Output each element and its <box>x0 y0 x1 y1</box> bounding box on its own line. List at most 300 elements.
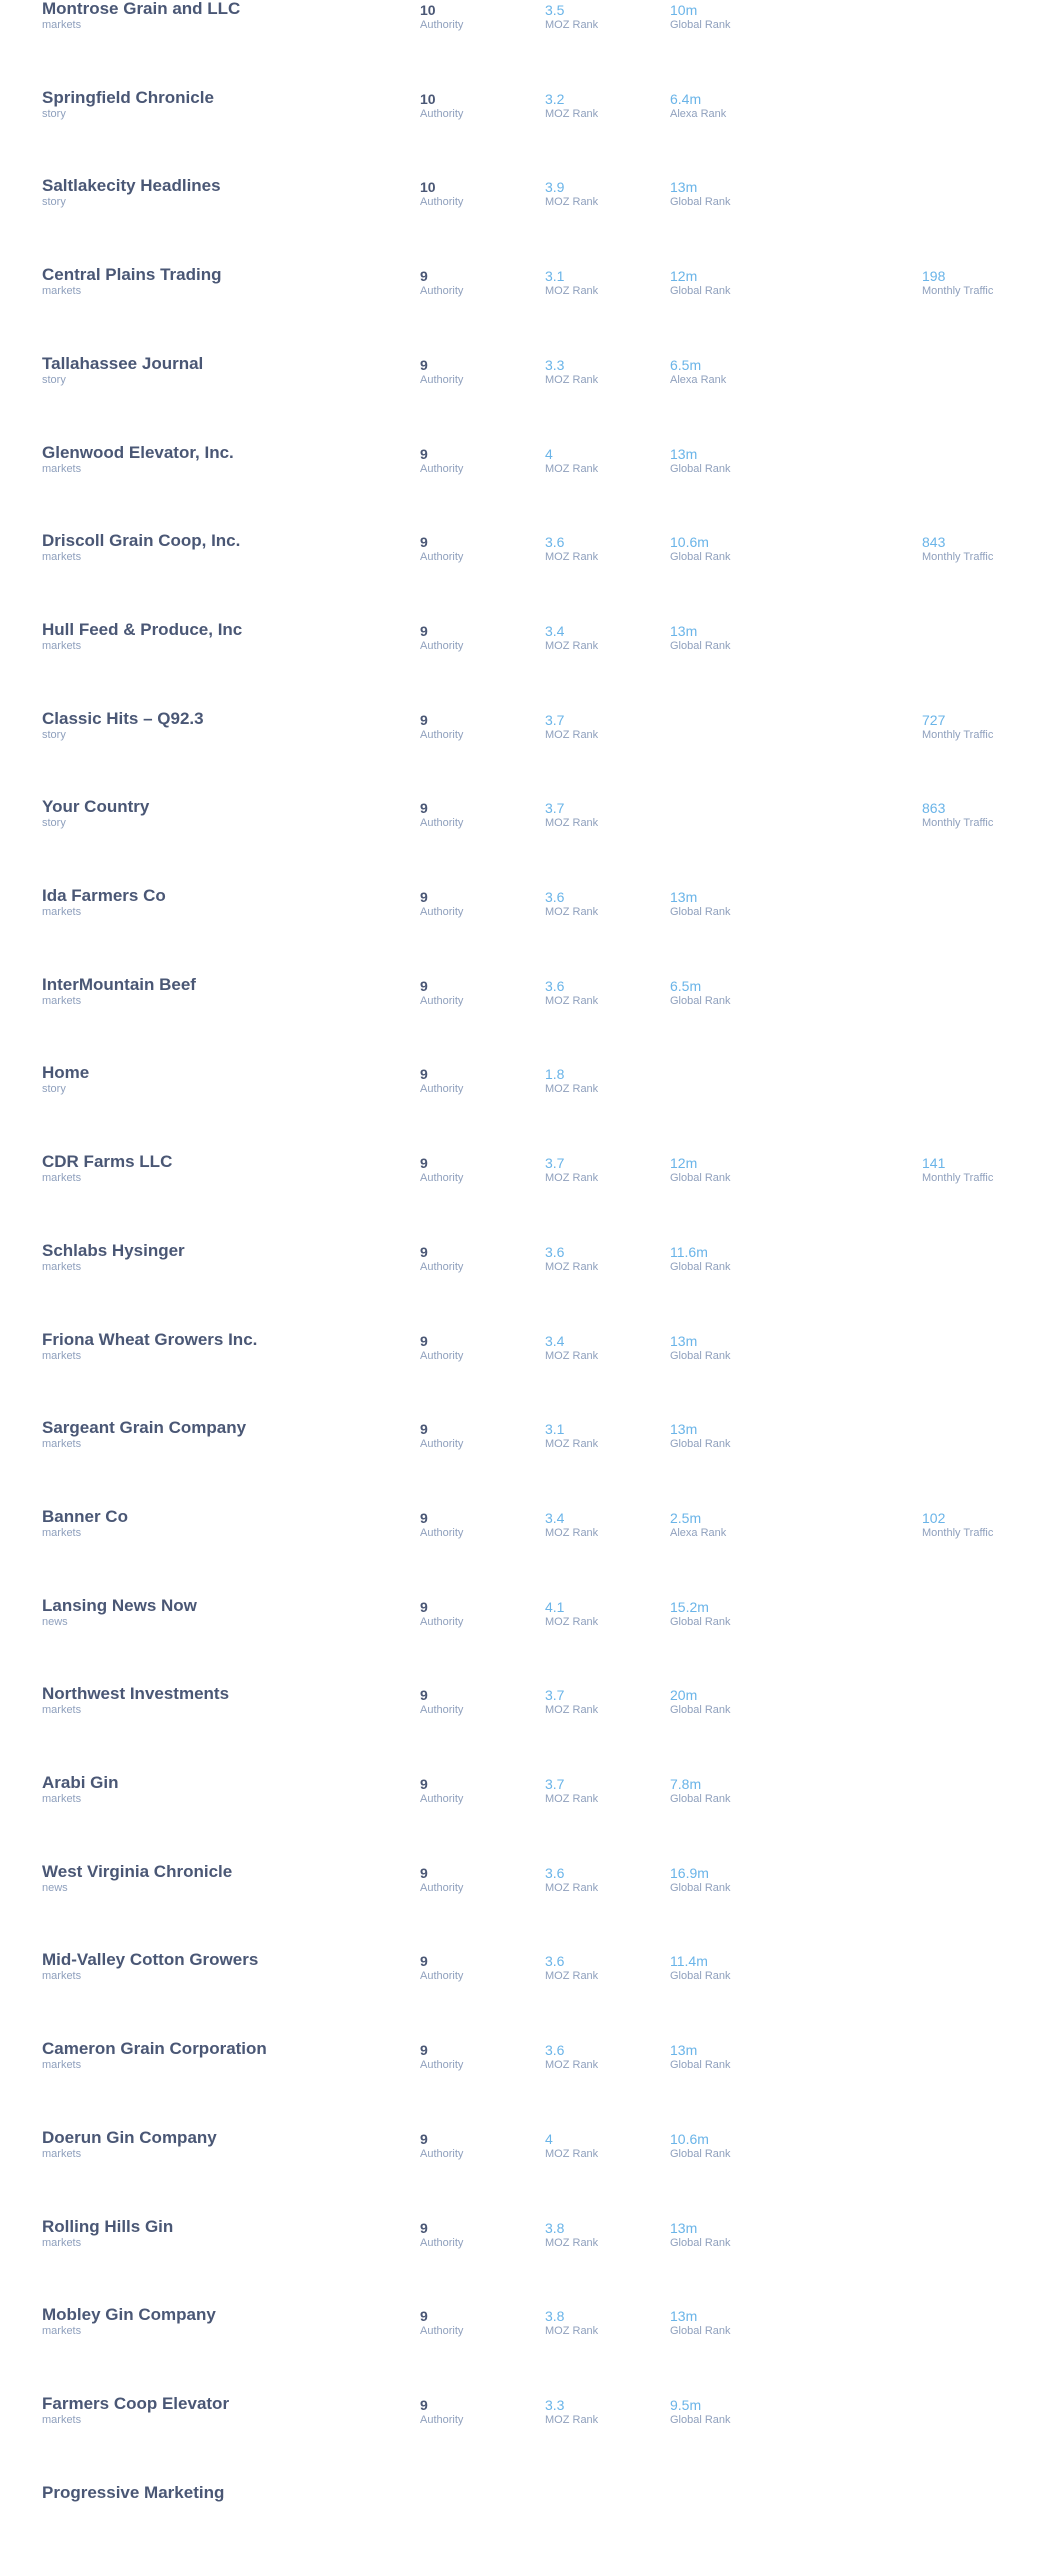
authority-metric-value: 9 <box>420 800 428 817</box>
moz-rank-metric <box>545 179 598 209</box>
moz-rank-metric-label: MOZ Rank <box>545 906 599 918</box>
authority-metric-label: Authority <box>420 2059 464 2072</box>
site-name-link[interactable]: InterMountain Beef <box>42 974 196 994</box>
site-info <box>42 1596 402 1629</box>
site-category: markets <box>42 1704 82 1717</box>
moz-rank-metric <box>545 2042 598 2072</box>
global-rank-metric-label: Global Rank <box>670 2059 731 2072</box>
authority-metric-value: 9 <box>420 622 428 639</box>
authority-metric <box>420 1953 463 1983</box>
site-name-link[interactable]: Lansing News Now <box>42 1595 197 1615</box>
site-name-link[interactable]: Rolling Hills Gin <box>42 2216 174 2236</box>
global-rank-metric-label: Alexa Rank <box>670 373 727 386</box>
moz-rank-metric <box>545 1421 598 1451</box>
site-info <box>42 176 402 209</box>
moz-rank-metric-label: MOZ Rank <box>545 1704 599 1717</box>
global-rank-metric <box>670 357 726 387</box>
site-name-link[interactable]: Friona Wheat Growers Inc. <box>42 1329 258 1349</box>
authority-metric-value: 9 <box>420 1953 428 1970</box>
list-item <box>0 975 1051 1064</box>
list-item <box>0 2128 1051 2217</box>
authority-metric-label: Authority <box>420 1881 464 1894</box>
global-rank-metric <box>670 2042 731 2072</box>
site-category: markets <box>42 2236 82 2249</box>
site-name-link[interactable]: Banner Co <box>42 1506 128 1526</box>
global-rank-metric-label: Global Rank <box>670 1438 731 1451</box>
site-category: markets <box>42 1172 82 1185</box>
list-item <box>0 620 1051 709</box>
global-rank-metric <box>670 1333 731 1363</box>
authority-metric <box>420 2042 463 2072</box>
authority-metric-value: 9 <box>420 1598 428 1615</box>
authority-metric <box>420 1333 463 1363</box>
authority-metric-value: 10 <box>420 2 436 18</box>
site-info <box>42 1330 402 1363</box>
moz-rank-metric <box>545 2397 598 2427</box>
global-rank-metric <box>670 2220 731 2250</box>
site-category: markets <box>42 19 82 31</box>
global-rank-metric-label: Global Rank <box>670 2147 731 2160</box>
moz-rank-metric <box>545 1687 598 1717</box>
moz-rank-metric-label: MOZ Rank <box>545 285 599 298</box>
authority-metric-value: 9 <box>420 268 428 285</box>
moz-rank-metric-label: MOZ Rank <box>545 1881 599 1894</box>
site-name-link[interactable]: Sargeant Grain Company <box>42 1418 247 1438</box>
global-rank-metric-label: Global Rank <box>670 462 731 475</box>
site-category: story <box>42 196 66 209</box>
moz-rank-metric <box>545 1865 598 1895</box>
list-item <box>0 797 1051 886</box>
global-rank-metric-label: Global Rank <box>670 2236 731 2249</box>
global-rank-metric-label: Global Rank <box>670 639 731 652</box>
moz-rank-metric-label: MOZ Rank <box>545 1615 599 1628</box>
global-rank-metric-label: Global Rank <box>670 19 731 31</box>
site-name-link[interactable]: Progressive Marketing <box>42 2482 225 2502</box>
authority-metric-value: 9 <box>420 2130 428 2147</box>
global-rank-metric-value: 16.9m <box>670 1864 709 1881</box>
authority-metric-label: Authority <box>420 994 464 1007</box>
global-rank-metric-label: Global Rank <box>670 906 731 918</box>
site-category: markets <box>42 462 82 475</box>
site-name-link[interactable]: Hull Feed & Produce, Inc <box>42 619 243 639</box>
moz-rank-metric <box>545 2220 598 2250</box>
list-item <box>0 1241 1051 1330</box>
global-rank-metric-value: 20m <box>670 1687 698 1704</box>
moz-rank-metric-value: 3.7 <box>545 1776 565 1792</box>
moz-rank-metric <box>545 1953 598 1983</box>
moz-rank-metric-value: 3.3 <box>545 2396 565 2413</box>
monthly-traffic-metric <box>922 268 993 298</box>
moz-rank-metric-label: MOZ Rank <box>545 1793 599 1805</box>
authority-metric <box>420 179 463 209</box>
moz-rank-metric-label: MOZ Rank <box>545 1349 599 1362</box>
moz-rank-metric <box>545 1333 598 1363</box>
site-info <box>42 354 402 387</box>
authority-metric-label: Authority <box>420 2147 464 2160</box>
global-rank-metric <box>670 2308 731 2338</box>
site-name-link[interactable]: Classic Hits – Q92.3 <box>42 708 204 728</box>
authority-metric <box>420 1421 463 1451</box>
list-item <box>0 1152 1051 1241</box>
global-rank-metric-label: Global Rank <box>670 285 731 298</box>
site-name-link[interactable]: Driscoll Grain Coop, Inc. <box>42 531 241 551</box>
authority-metric-value: 9 <box>420 977 428 994</box>
site-category: markets <box>42 1793 82 1805</box>
site-name-link[interactable]: Glenwood Elevator, Inc. <box>42 442 234 462</box>
authority-metric-label: Authority <box>420 1615 464 1628</box>
list-item <box>0 531 1051 620</box>
moz-rank-metric-label: MOZ Rank <box>545 1260 599 1273</box>
site-info <box>42 1152 402 1185</box>
moz-rank-metric-label: MOZ Rank <box>545 639 599 652</box>
authority-metric <box>420 1865 463 1895</box>
authority-metric-label: Authority <box>420 1438 464 1451</box>
moz-rank-metric-label: MOZ Rank <box>545 196 599 209</box>
global-rank-metric <box>670 1599 731 1629</box>
global-rank-metric <box>670 1244 731 1274</box>
moz-rank-metric-value: 3.7 <box>545 1687 565 1704</box>
global-rank-metric-value: 13m <box>670 1421 698 1438</box>
site-info <box>42 1773 402 1806</box>
site-name-link[interactable]: Montrose Grain and LLC <box>42 0 241 18</box>
authority-metric-label: Authority <box>420 906 464 918</box>
moz-rank-metric-label: MOZ Rank <box>545 2236 599 2249</box>
list-item <box>0 1418 1051 1507</box>
moz-rank-metric-value: 3.4 <box>545 1332 565 1349</box>
moz-rank-metric-label: MOZ Rank <box>545 1438 599 1451</box>
authority-metric <box>420 357 463 387</box>
site-name-link[interactable]: Northwest Investments <box>42 1684 230 1704</box>
list-item <box>0 1507 1051 1596</box>
site-name-link[interactable]: Schlabs Hysinger <box>42 1240 185 1260</box>
list-item <box>0 176 1051 265</box>
global-rank-metric-label: Global Rank <box>670 196 731 209</box>
authority-metric <box>420 623 463 653</box>
site-info <box>42 2394 402 2427</box>
moz-rank-metric <box>545 534 598 564</box>
authority-metric-label: Authority <box>420 373 464 386</box>
monthly-traffic-metric-value: 843 <box>922 534 946 551</box>
authority-metric-label: Authority <box>420 19 464 31</box>
list-item <box>0 1862 1051 1951</box>
global-rank-metric <box>670 179 731 209</box>
monthly-traffic-metric-value: 198 <box>922 268 946 285</box>
global-rank-metric-label: Global Rank <box>670 1704 731 1717</box>
site-category: markets <box>42 1526 82 1539</box>
moz-rank-metric-label: MOZ Rank <box>545 2413 599 2426</box>
global-rank-metric <box>670 2397 731 2427</box>
monthly-traffic-metric-label: Monthly Traffic <box>922 1526 994 1539</box>
global-rank-metric-label: Global Rank <box>670 1349 731 1362</box>
site-info <box>42 1507 402 1540</box>
authority-metric-value: 9 <box>420 2219 428 2236</box>
global-rank-metric-value: 13m <box>670 445 698 462</box>
authority-metric <box>420 1510 463 1540</box>
monthly-traffic-metric-label: Monthly Traffic <box>922 551 994 564</box>
moz-rank-metric-value: 3.7 <box>545 800 565 817</box>
site-name-link[interactable]: Home <box>42 1063 90 1083</box>
site-category: story <box>42 728 66 741</box>
site-info <box>42 620 402 653</box>
site-category: markets <box>42 1260 82 1273</box>
authority-metric-value: 9 <box>420 889 428 905</box>
authority-metric-value: 9 <box>420 445 428 462</box>
moz-rank-metric-value: 3.6 <box>545 977 565 994</box>
site-info <box>42 2128 402 2161</box>
authority-metric-value: 9 <box>420 1509 428 1526</box>
authority-metric-value: 9 <box>420 1421 428 1438</box>
moz-rank-metric-label: MOZ Rank <box>545 728 599 741</box>
list-item <box>0 2217 1051 2306</box>
list-item <box>0 443 1051 532</box>
authority-metric-label: Authority <box>420 1349 464 1362</box>
site-category: markets <box>42 2325 82 2338</box>
monthly-traffic-metric-label: Monthly Traffic <box>922 728 994 741</box>
global-rank-metric-label: Global Rank <box>670 1793 731 1805</box>
site-name-link[interactable]: Cameron Grain Corporation <box>42 2039 267 2059</box>
moz-rank-metric-value: 3.4 <box>545 622 565 639</box>
moz-rank-metric <box>545 1776 598 1806</box>
moz-rank-metric <box>545 1599 598 1629</box>
monthly-traffic-metric-value: 102 <box>922 1509 946 1526</box>
site-info <box>42 886 402 919</box>
global-rank-metric-value: 10m <box>670 2 698 18</box>
list-item <box>0 2483 1051 2572</box>
global-rank-metric <box>670 1953 731 1983</box>
list-item <box>0 1684 1051 1773</box>
site-info <box>42 2305 402 2338</box>
moz-rank-metric-value: 1.8 <box>545 1066 565 1083</box>
site-category: markets <box>42 639 82 652</box>
authority-metric-label: Authority <box>420 817 464 830</box>
site-name-link[interactable]: Central Plains Trading <box>42 265 222 285</box>
moz-rank-metric <box>545 1510 598 1540</box>
moz-rank-metric-label: MOZ Rank <box>545 107 599 120</box>
authority-metric-label: Authority <box>420 2236 464 2249</box>
authority-metric-value: 9 <box>420 2396 428 2413</box>
moz-rank-metric <box>545 2 598 32</box>
global-rank-metric-value: 11.4m <box>670 1953 708 1970</box>
moz-rank-metric-label: MOZ Rank <box>545 2059 599 2072</box>
moz-rank-metric <box>545 978 598 1008</box>
moz-rank-metric-label: MOZ Rank <box>545 2325 599 2338</box>
authority-metric-value: 9 <box>420 711 428 728</box>
authority-metric-label: Authority <box>420 1526 464 1539</box>
global-rank-metric-value: 10.6m <box>670 534 709 551</box>
moz-rank-metric-label: MOZ Rank <box>545 373 599 386</box>
site-info <box>42 88 402 121</box>
moz-rank-metric-value: 3.2 <box>545 90 565 107</box>
moz-rank-metric-value: 3.6 <box>545 889 565 905</box>
site-info <box>42 0 402 32</box>
authority-metric-value: 9 <box>420 1687 428 1704</box>
moz-rank-metric-value: 3.7 <box>545 711 565 728</box>
global-rank-metric-value: 9.5m <box>670 2396 702 2413</box>
list-item <box>0 2039 1051 2128</box>
authority-metric <box>420 1687 463 1717</box>
moz-rank-metric-value: 4 <box>545 445 553 462</box>
global-rank-metric <box>670 268 731 298</box>
global-rank-metric-value: 13m <box>670 1332 698 1349</box>
global-rank-metric-label: Global Rank <box>670 1881 731 1894</box>
global-rank-metric-label: Alexa Rank <box>670 107 727 120</box>
site-info <box>42 1241 402 1274</box>
global-rank-metric-value: 11.6m <box>670 1243 708 1260</box>
global-rank-metric <box>670 2131 731 2161</box>
site-name-link[interactable]: Mid-Valley Cotton Growers <box>42 1950 259 1970</box>
moz-rank-metric-value: 3.8 <box>545 2308 565 2325</box>
site-info <box>42 2483 402 2503</box>
site-info <box>42 2217 402 2250</box>
site-name-link[interactable]: Arabi Gin <box>42 1773 119 1792</box>
moz-rank-metric <box>545 446 598 476</box>
global-rank-metric-label: Global Rank <box>670 2413 731 2426</box>
moz-rank-metric-value: 3.6 <box>545 1953 565 1970</box>
moz-rank-metric <box>545 268 598 298</box>
authority-metric <box>420 534 463 564</box>
site-category: markets <box>42 2059 82 2072</box>
site-category: news <box>42 1615 68 1628</box>
list-item <box>0 1596 1051 1685</box>
authority-metric-value: 9 <box>420 2308 428 2325</box>
authority-metric-label: Authority <box>420 1970 464 1983</box>
global-rank-metric <box>670 91 726 121</box>
moz-rank-metric-label: MOZ Rank <box>545 2147 599 2160</box>
global-rank-metric <box>670 1865 731 1895</box>
global-rank-metric-value: 6.4m <box>670 90 702 107</box>
site-name-link[interactable]: Farmers Coop Elevator <box>42 2393 230 2413</box>
site-category: story <box>42 817 66 830</box>
authority-metric <box>420 889 463 919</box>
global-rank-metric <box>670 1776 731 1806</box>
authority-metric <box>420 1244 463 1274</box>
authority-metric-label: Authority <box>420 551 464 564</box>
site-category: story <box>42 107 66 120</box>
authority-metric <box>420 1155 463 1185</box>
authority-metric-value: 9 <box>420 1066 428 1083</box>
site-info <box>42 265 402 298</box>
authority-metric <box>420 91 463 121</box>
authority-metric-label: Authority <box>420 462 464 475</box>
authority-metric <box>420 978 463 1008</box>
list-item <box>0 88 1051 177</box>
global-rank-metric-value: 13m <box>670 2042 698 2059</box>
site-name-link[interactable]: Your Country <box>42 797 150 817</box>
site-name-link[interactable]: Springfield Chronicle <box>42 87 214 107</box>
authority-metric <box>420 1066 463 1096</box>
moz-rank-metric-value: 4 <box>545 2130 553 2147</box>
global-rank-metric <box>670 534 731 564</box>
site-name-link[interactable]: CDR Farms LLC <box>42 1152 173 1172</box>
global-rank-metric-value: 13m <box>670 622 698 639</box>
global-rank-metric-value: 13m <box>670 2308 698 2325</box>
site-info <box>42 709 402 742</box>
global-rank-metric <box>670 2 731 32</box>
authority-metric-value: 10 <box>420 90 436 107</box>
site-info <box>42 975 402 1008</box>
site-name-link[interactable]: Saltlakecity Headlines <box>42 176 221 196</box>
site-category: markets <box>42 551 82 564</box>
list-item <box>0 2305 1051 2394</box>
monthly-traffic-metric <box>922 1510 993 1540</box>
monthly-traffic-metric-label: Monthly Traffic <box>922 285 994 298</box>
monthly-traffic-metric <box>922 800 993 830</box>
site-category: story <box>42 1083 66 1096</box>
moz-rank-metric <box>545 1155 598 1185</box>
monthly-traffic-metric-value: 727 <box>922 711 946 728</box>
list-item <box>0 2394 1051 2483</box>
moz-rank-metric-label: MOZ Rank <box>545 551 599 564</box>
site-info <box>42 1418 402 1451</box>
moz-rank-metric-value: 3.6 <box>545 1243 565 1260</box>
authority-metric-label: Authority <box>420 1172 464 1185</box>
site-info <box>42 797 402 830</box>
global-rank-metric-label: Global Rank <box>670 1260 731 1273</box>
authority-metric-label: Authority <box>420 1793 464 1805</box>
authority-metric-value: 9 <box>420 1864 428 1881</box>
monthly-traffic-metric-value: 863 <box>922 800 946 817</box>
global-rank-metric-value: 7.8m <box>670 1776 702 1792</box>
site-name-link[interactable]: Mobley Gin Company <box>42 2305 216 2325</box>
site-category: markets <box>42 285 82 298</box>
list-item <box>0 354 1051 443</box>
authority-metric-value: 9 <box>420 1332 428 1349</box>
global-rank-metric-value: 13m <box>670 889 698 905</box>
moz-rank-metric-label: MOZ Rank <box>545 1526 599 1539</box>
site-name-link[interactable]: Doerun Gin Company <box>42 2127 217 2147</box>
monthly-traffic-metric-value: 141 <box>922 1155 946 1172</box>
authority-metric-label: Authority <box>420 1260 464 1273</box>
site-category: markets <box>42 1970 82 1983</box>
moz-rank-metric-value: 3.1 <box>545 268 565 285</box>
moz-rank-metric-value: 4.1 <box>545 1598 565 1615</box>
global-rank-metric-value: 2.5m <box>670 1509 702 1526</box>
authority-metric <box>420 1599 463 1629</box>
global-rank-metric-value: 12m <box>670 268 698 285</box>
site-name-link[interactable]: Ida Farmers Co <box>42 886 166 905</box>
moz-rank-metric-value: 3.5 <box>545 2 565 18</box>
global-rank-metric-label: Global Rank <box>670 1615 731 1628</box>
authority-metric <box>420 800 463 830</box>
global-rank-metric <box>670 1155 731 1185</box>
authority-metric-value: 10 <box>420 179 436 196</box>
moz-rank-metric <box>545 1244 598 1274</box>
moz-rank-metric <box>545 800 598 830</box>
global-rank-metric <box>670 978 731 1008</box>
moz-rank-metric-label: MOZ Rank <box>545 817 599 830</box>
moz-rank-metric-value: 3.6 <box>545 1864 565 1881</box>
authority-metric <box>420 446 463 476</box>
authority-metric-label: Authority <box>420 1083 464 1096</box>
site-name-link[interactable]: Tallahassee Journal <box>42 353 204 373</box>
authority-metric <box>420 2308 463 2338</box>
moz-rank-metric-value: 3.3 <box>545 356 565 373</box>
global-rank-metric <box>670 446 731 476</box>
global-rank-metric-value: 13m <box>670 2219 698 2236</box>
authority-metric <box>420 2397 463 2427</box>
authority-metric-label: Authority <box>420 2325 464 2338</box>
moz-rank-metric-value: 3.8 <box>545 2219 565 2236</box>
authority-metric-value: 9 <box>420 534 428 551</box>
site-category: markets <box>42 1438 82 1451</box>
moz-rank-metric <box>545 889 598 919</box>
authority-metric-label: Authority <box>420 1704 464 1717</box>
site-name-link[interactable]: West Virginia Chronicle <box>42 1861 233 1881</box>
moz-rank-metric-value: 3.6 <box>545 2042 565 2059</box>
monthly-traffic-metric <box>922 534 993 564</box>
authority-metric <box>420 2131 463 2161</box>
global-rank-metric-value: 12m <box>670 1155 698 1172</box>
